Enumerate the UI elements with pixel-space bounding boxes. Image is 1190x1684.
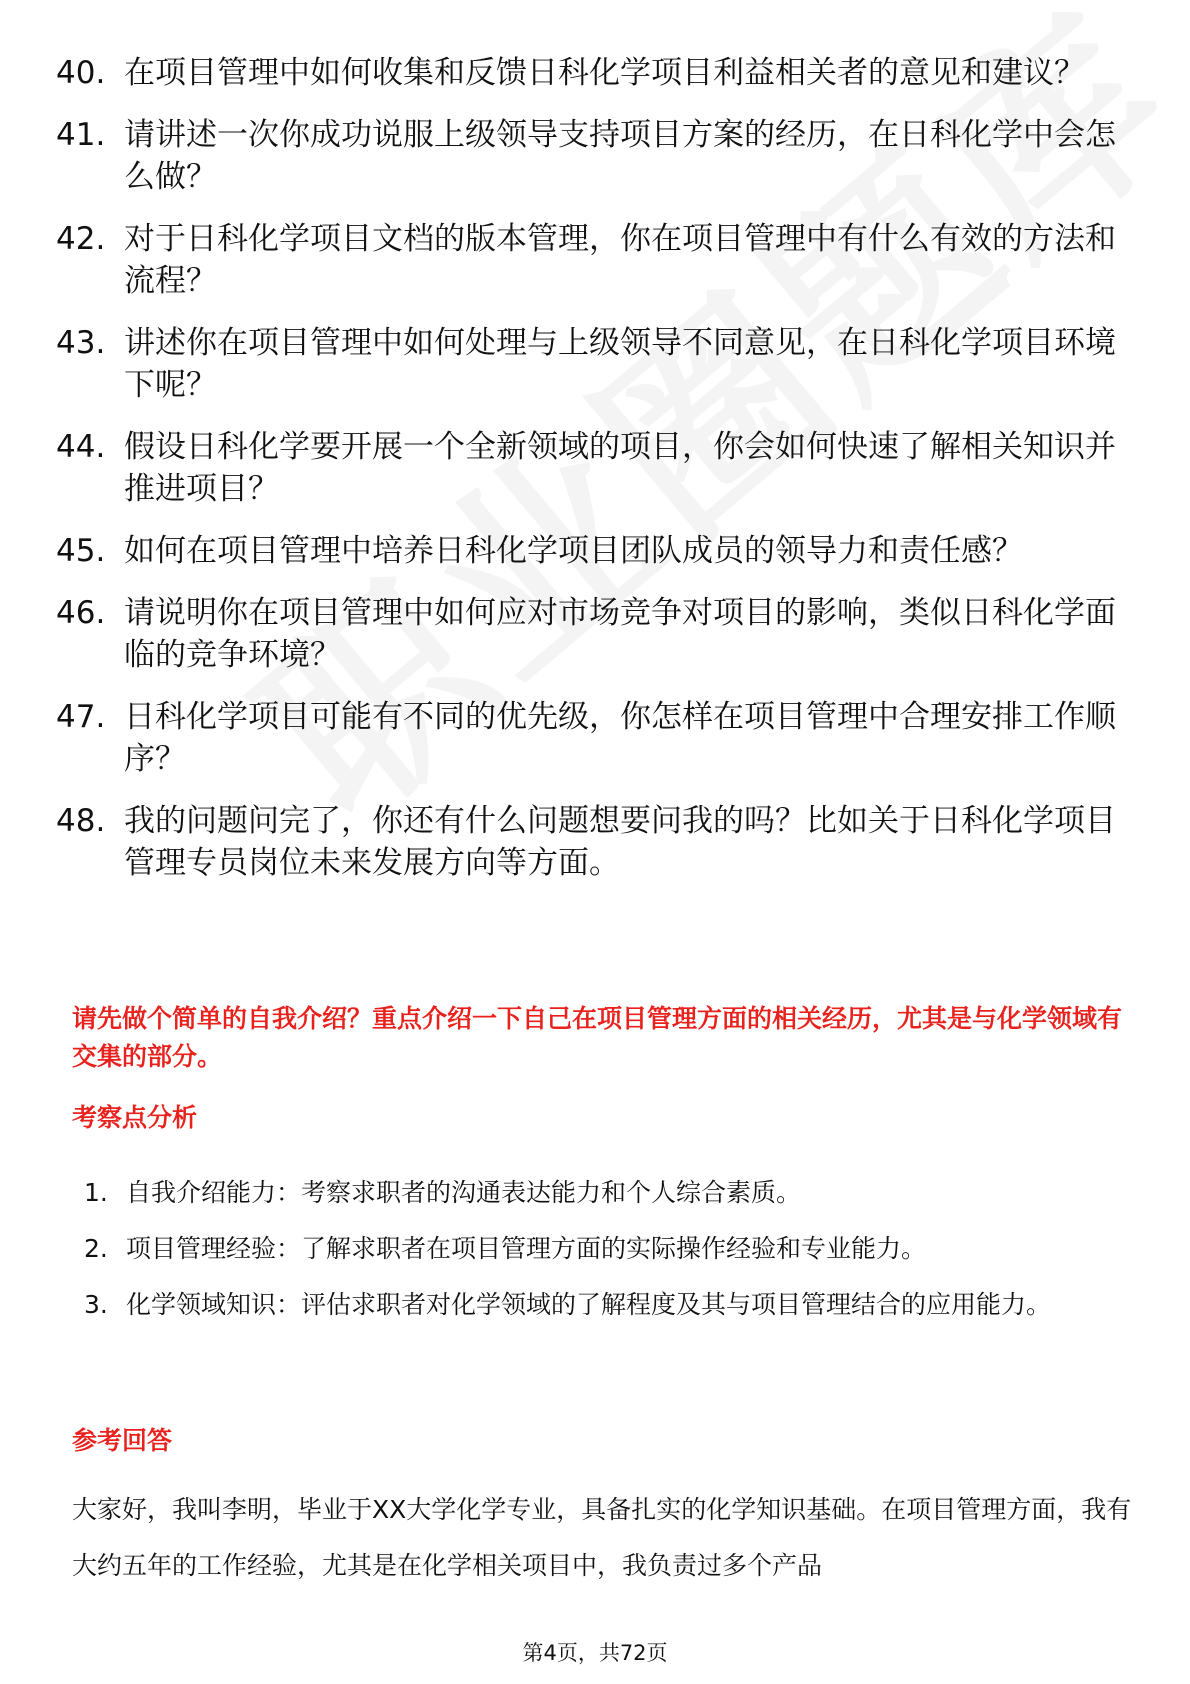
question-item bbox=[56, 218, 1136, 302]
point-number: 2. bbox=[84, 1234, 108, 1263]
question-text: 请讲述一次你成功说服上级领导支持项目方案的经历，在日科化学中会怎么做？ bbox=[124, 117, 1116, 195]
question-item bbox=[56, 696, 1136, 780]
question-number: 40. bbox=[56, 55, 106, 91]
question-list bbox=[56, 52, 1136, 904]
question-number: 47. bbox=[56, 699, 106, 735]
question-text: 请说明你在项目管理中如何应对市场竞争对项目的影响，类似日科化学面临的竞争环境？ bbox=[124, 595, 1116, 673]
analysis-heading: 考察点分析 bbox=[72, 1103, 198, 1132]
question-text: 讲述你在项目管理中如何处理与上级领导不同意见，在日科化学项目环境下呢？ bbox=[124, 325, 1116, 403]
point-text: 项目管理经验：了解求职者在项目管理方面的实际操作经验和专业能力。 bbox=[126, 1234, 927, 1263]
question-number: 44. bbox=[56, 429, 106, 465]
question-text: 日科化学项目可能有不同的优先级，你怎样在项目管理中合理安排工作顺序？ bbox=[124, 699, 1116, 777]
question-item bbox=[56, 322, 1136, 406]
question-item bbox=[56, 592, 1136, 676]
page-number: 第4页，共72页 bbox=[522, 1641, 668, 1665]
question-text: 如何在项目管理中培养日科化学项目团队成员的领导力和责任感？ bbox=[124, 533, 1023, 569]
answer-heading: 参考回答 bbox=[72, 1426, 173, 1455]
point-number: 3. bbox=[84, 1290, 108, 1319]
featured-question: 请先做个简单的自我介绍？重点介绍一下自己在项目管理方面的相关经历，尤其是与化学领域有交集的部分。 bbox=[72, 1004, 1123, 1071]
question-number: 45. bbox=[56, 533, 106, 569]
analysis-point bbox=[84, 1277, 1124, 1333]
analysis-point-list bbox=[84, 1165, 1124, 1333]
answer-paragraph: 大家好，我叫李明，毕业于XX大学化学专业，具备扎实的化学知识基础。在项目管理方面，我有大约五年的工作经验，尤其是在化学相关项目中，我负责过多个产品 bbox=[72, 1495, 1132, 1580]
point-text: 自我介绍能力：考察求职者的沟通表达能力和个人综合素质。 bbox=[126, 1178, 802, 1207]
question-item bbox=[56, 114, 1136, 198]
question-text: 在项目管理中如何收集和反馈日科化学项目利益相关者的意见和建议？ bbox=[124, 55, 1085, 91]
question-number: 43. bbox=[56, 325, 106, 361]
question-item bbox=[56, 426, 1136, 510]
question-item bbox=[56, 52, 1136, 94]
question-number: 41. bbox=[56, 117, 106, 153]
question-number: 42. bbox=[56, 221, 106, 257]
point-text: 化学领域知识：评估求职者对化学领域的了解程度及其与项目管理结合的应用能力。 bbox=[126, 1290, 1052, 1319]
question-number: 46. bbox=[56, 595, 106, 631]
question-item bbox=[56, 530, 1136, 572]
question-item bbox=[56, 800, 1136, 884]
analysis-point bbox=[84, 1221, 1124, 1277]
question-text: 对于日科化学项目文档的版本管理，你在项目管理中有什么有效的方法和流程？ bbox=[124, 221, 1116, 299]
point-number: 1. bbox=[84, 1178, 108, 1207]
question-number: 48. bbox=[56, 803, 106, 839]
analysis-point bbox=[84, 1165, 1124, 1221]
question-text: 我的问题问完了，你还有什么问题想要问我的吗？比如关于日科化学项目管理专员岗位未来发展方向等方面。 bbox=[124, 803, 1116, 881]
question-text: 假设日科化学要开展一个全新领域的项目，你会如何快速了解相关知识并推进项目？ bbox=[124, 429, 1116, 507]
